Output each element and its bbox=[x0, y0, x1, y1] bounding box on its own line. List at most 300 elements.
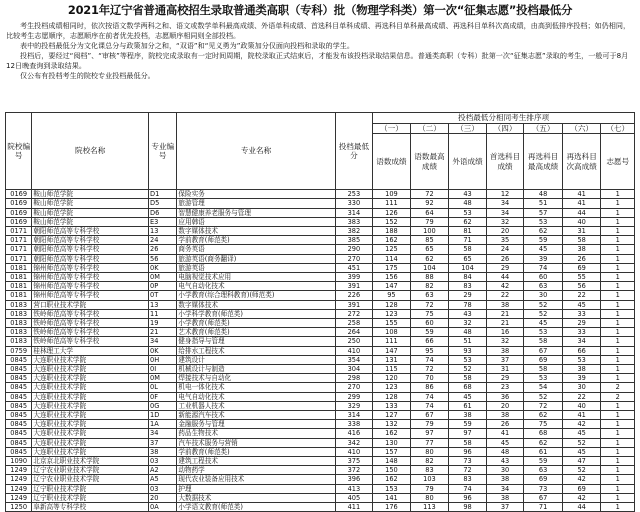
cell-min-score: 396 bbox=[335, 475, 373, 484]
cell-col6: 22 bbox=[562, 392, 601, 401]
cell-min-score: 391 bbox=[335, 300, 373, 309]
cell-major-code: 0P bbox=[149, 282, 177, 291]
cell-school-name: 锦州师范高等专科学校 bbox=[32, 282, 149, 291]
cell-col1: 132 bbox=[373, 420, 411, 429]
cell-school-code: 0169 bbox=[6, 208, 32, 217]
cell-col4: 20 bbox=[486, 401, 524, 410]
header-major-code: 专业编号 bbox=[149, 113, 177, 190]
cell-school-name: 铁岭师范高等专科学校 bbox=[32, 328, 149, 337]
cell-school-code: 0183 bbox=[6, 328, 32, 337]
cell-major-code: 11 bbox=[149, 309, 177, 318]
cell-col5: 63 bbox=[524, 466, 563, 475]
table-row bbox=[6, 484, 635, 493]
cell-col5: 62 bbox=[524, 411, 563, 420]
cell-col7: 1 bbox=[601, 190, 635, 199]
cell-col2: 63 bbox=[410, 291, 449, 300]
cell-col4: 20 bbox=[486, 227, 524, 236]
cell-major-code: 0I bbox=[149, 365, 177, 374]
cell-school-code: 0171 bbox=[6, 236, 32, 245]
cell-min-score: 410 bbox=[335, 447, 373, 456]
cell-col7: 1 bbox=[601, 319, 635, 328]
cell-school-name: 营口职业技术学院 bbox=[32, 300, 149, 309]
cell-col4: 38 bbox=[486, 493, 524, 502]
header-sub-number: （五） bbox=[524, 123, 563, 134]
cell-school-name: 桂林理工大学 bbox=[32, 346, 149, 355]
cell-col4: 29 bbox=[486, 374, 524, 383]
cell-col3: 104 bbox=[449, 263, 487, 272]
cell-school-name: 铁岭师范高等专科学校 bbox=[32, 309, 149, 318]
cell-col6: 41 bbox=[562, 411, 601, 420]
cell-col4: 44 bbox=[486, 273, 524, 282]
cell-col5: 48 bbox=[524, 190, 563, 199]
cell-school-name: 辽宁职业技术学院 bbox=[32, 493, 149, 502]
cell-major-name: 小学语文教育(师范类) bbox=[177, 503, 335, 512]
cell-col1: 131 bbox=[373, 355, 411, 364]
cell-col1: 123 bbox=[373, 309, 411, 318]
cell-major-name: 旅游管理 bbox=[177, 199, 335, 208]
cell-major-name: 给排水工程技术 bbox=[177, 346, 335, 355]
cell-col6: 42 bbox=[562, 493, 601, 502]
cell-min-score: 272 bbox=[335, 309, 373, 318]
cell-min-score: 314 bbox=[335, 411, 373, 420]
cell-school-name: 铁岭师范高等专科学校 bbox=[32, 337, 149, 346]
cell-col6: 55 bbox=[562, 273, 601, 282]
cell-school-code: 0845 bbox=[6, 411, 32, 420]
cell-col1: 128 bbox=[373, 392, 411, 401]
cell-col6: 52 bbox=[562, 438, 601, 447]
cell-school-name: 大连职业技术学院 bbox=[32, 429, 149, 438]
cell-major-name: 商务英语 bbox=[177, 245, 335, 254]
cell-col4: 12 bbox=[486, 190, 524, 199]
table-row bbox=[6, 328, 635, 337]
cell-col2: 83 bbox=[410, 466, 449, 475]
cell-major-name: 电气自动化技术 bbox=[177, 392, 335, 401]
table-row bbox=[6, 300, 635, 309]
cell-school-code: 0169 bbox=[6, 199, 32, 208]
cell-school-code: 0845 bbox=[6, 392, 32, 401]
cell-col5: 73 bbox=[524, 484, 563, 493]
cell-major-name: 汽车技术服务与营销 bbox=[177, 438, 335, 447]
cell-col1: 147 bbox=[373, 282, 411, 291]
cell-col6: 26 bbox=[562, 254, 601, 263]
cell-col6: 53 bbox=[562, 355, 601, 364]
cell-col6: 47 bbox=[562, 457, 601, 466]
cell-min-score: 375 bbox=[335, 457, 373, 466]
cell-col5: 39 bbox=[524, 254, 563, 263]
cell-major-name: 学前教育(师范类) bbox=[177, 236, 335, 245]
table-row bbox=[6, 254, 635, 263]
cell-major-code: 1A bbox=[149, 420, 177, 429]
table-row bbox=[6, 374, 635, 383]
cell-col4: 24 bbox=[486, 245, 524, 254]
cell-col4: 42 bbox=[486, 282, 524, 291]
cell-min-score: 253 bbox=[335, 190, 373, 199]
cell-min-score: 304 bbox=[335, 365, 373, 374]
cell-col5: 57 bbox=[524, 208, 563, 217]
cell-major-name: 艺术教育(师范类) bbox=[177, 328, 335, 337]
cell-col4: 26 bbox=[486, 254, 524, 263]
cell-col2: 85 bbox=[410, 236, 449, 245]
cell-col7: 1 bbox=[601, 466, 635, 475]
cell-col7: 1 bbox=[601, 420, 635, 429]
cell-col2: 113 bbox=[410, 503, 449, 512]
cell-major-code: 34 bbox=[149, 337, 177, 346]
cell-col6: 29 bbox=[562, 319, 601, 328]
cell-col4: 38 bbox=[486, 475, 524, 484]
cell-col1: 108 bbox=[373, 328, 411, 337]
cell-school-code: 0181 bbox=[6, 263, 32, 272]
cell-school-code: 0183 bbox=[6, 309, 32, 318]
cell-col7: 2 bbox=[601, 392, 635, 401]
cell-col2: 74 bbox=[410, 401, 449, 410]
cell-col6: 45 bbox=[562, 447, 601, 456]
cell-col2: 79 bbox=[410, 484, 449, 493]
cell-col3: 58 bbox=[449, 374, 487, 383]
cell-col4: 41 bbox=[486, 429, 524, 438]
cell-major-code: 0L bbox=[149, 383, 177, 392]
cell-col2: 67 bbox=[410, 411, 449, 420]
cell-col1: 126 bbox=[373, 208, 411, 217]
cell-col7: 1 bbox=[601, 374, 635, 383]
cell-school-code: 0171 bbox=[6, 245, 32, 254]
cell-school-code: 1249 bbox=[6, 484, 32, 493]
cell-col5: 53 bbox=[524, 217, 563, 226]
cell-major-name: 小学教育(师范类) bbox=[177, 319, 335, 328]
cell-school-code: 0171 bbox=[6, 254, 32, 263]
cell-col4: 35 bbox=[486, 236, 524, 245]
cell-major-name: 新能源汽车技术 bbox=[177, 411, 335, 420]
cell-col5: 69 bbox=[524, 475, 563, 484]
cell-col2: 97 bbox=[410, 429, 449, 438]
cell-school-name: 大连职业技术学院 bbox=[32, 401, 149, 410]
page-title: 2021年辽宁省普通高校招生录取普通类高职（专科）批（物理学科类）第一次“征集志愿”投档最低分 bbox=[67, 3, 573, 17]
table-row bbox=[6, 199, 635, 208]
cell-col6: 33 bbox=[562, 309, 601, 318]
cell-col1: 188 bbox=[373, 227, 411, 236]
cell-col2: 74 bbox=[410, 355, 449, 364]
cell-major-name: 动物药学 bbox=[177, 466, 335, 475]
cell-col3: 52 bbox=[449, 365, 487, 374]
cell-col5: 74 bbox=[524, 263, 563, 272]
cell-major-name: 建筑设计 bbox=[177, 355, 335, 364]
cell-major-code: 0M bbox=[149, 273, 177, 282]
table-row bbox=[6, 503, 635, 512]
cell-col5: 72 bbox=[524, 401, 563, 410]
table-row bbox=[6, 273, 635, 282]
cell-col3: 84 bbox=[449, 273, 487, 282]
cell-school-code: 0845 bbox=[6, 365, 32, 374]
cell-major-code: 0G bbox=[149, 401, 177, 410]
cell-col5: 63 bbox=[524, 282, 563, 291]
table-row bbox=[6, 457, 635, 466]
table-row bbox=[6, 420, 635, 429]
cell-col5: 58 bbox=[524, 365, 563, 374]
cell-col2: 66 bbox=[410, 337, 449, 346]
table-row bbox=[6, 447, 635, 456]
note-paragraph: 表中的投档最低分为文化课总分与政策加分之和，“双语”和“见义勇为”政策加分仅面向投档和录取的学生。 bbox=[20, 40, 354, 50]
cell-min-score: 413 bbox=[335, 484, 373, 493]
cell-col2: 64 bbox=[410, 208, 449, 217]
cell-col5: 52 bbox=[524, 309, 563, 318]
note-paragraph: 考生投档成绩相同时，依次按语文数学两科之和、语文或数学单科最高成绩、外语单科成绩、首选科目单科成绩、再选科目单科最高成绩、再选科目单科次高成绩，由高到低排序投档；如仍相同，比较考生志愿顺序，志愿顺序在前者优先投档，志愿顺序相同则全部投档。 bbox=[6, 21, 631, 40]
cell-major-name: 健身指导与管理 bbox=[177, 337, 335, 346]
cell-major-code: 56 bbox=[149, 254, 177, 263]
cell-col3: 29 bbox=[449, 291, 487, 300]
cell-col7: 1 bbox=[601, 429, 635, 438]
cell-col4: 37 bbox=[486, 503, 524, 512]
cell-col2: 72 bbox=[410, 300, 449, 309]
cell-major-name: 学前教育(师范类) bbox=[177, 447, 335, 456]
table-row bbox=[6, 346, 635, 355]
cell-col7: 1 bbox=[601, 401, 635, 410]
cell-major-name: 工业机器人技术 bbox=[177, 401, 335, 410]
cell-school-code: 1249 bbox=[6, 466, 32, 475]
table-row bbox=[6, 245, 635, 254]
cell-col1: 176 bbox=[373, 503, 411, 512]
header-sub-number: （六） bbox=[562, 123, 601, 134]
cell-col1: 123 bbox=[373, 383, 411, 392]
cell-school-code: 0845 bbox=[6, 355, 32, 364]
cell-min-score: 383 bbox=[335, 217, 373, 226]
cell-col6: 58 bbox=[562, 236, 601, 245]
cell-school-name: 朝阳师范高等专科学校 bbox=[32, 236, 149, 245]
table-row bbox=[6, 466, 635, 475]
cell-major-name: 大数据技术 bbox=[177, 493, 335, 502]
cell-major-code: 20 bbox=[149, 493, 177, 502]
table-row bbox=[6, 401, 635, 410]
cell-col3: 73 bbox=[449, 457, 487, 466]
cell-col3: 32 bbox=[449, 319, 487, 328]
cell-major-code: E3 bbox=[149, 217, 177, 226]
cell-major-name: 现代农业装备应用技术 bbox=[177, 475, 335, 484]
cell-col3: 78 bbox=[449, 300, 487, 309]
cell-col7: 1 bbox=[601, 355, 635, 364]
cell-col1: 162 bbox=[373, 429, 411, 438]
cell-col6: 38 bbox=[562, 365, 601, 374]
cell-major-code: 0A bbox=[149, 503, 177, 512]
table-row bbox=[6, 227, 635, 236]
cell-col5: 45 bbox=[524, 319, 563, 328]
cell-major-code: 21 bbox=[149, 328, 177, 337]
cell-col3: 43 bbox=[449, 190, 487, 199]
cell-col1: 150 bbox=[373, 466, 411, 475]
cell-major-name: 数字媒体技术 bbox=[177, 300, 335, 309]
cell-col7: 1 bbox=[601, 227, 635, 236]
cell-school-name: 锦州师范高等专科学校 bbox=[32, 263, 149, 272]
cell-col2: 80 bbox=[410, 447, 449, 456]
cell-col7: 1 bbox=[601, 447, 635, 456]
cell-col4: 38 bbox=[486, 411, 524, 420]
cell-col3: 93 bbox=[449, 346, 487, 355]
cell-col5: 53 bbox=[524, 374, 563, 383]
cell-col2: 62 bbox=[410, 254, 449, 263]
cell-col4: 38 bbox=[486, 300, 524, 309]
cell-min-score: 298 bbox=[335, 374, 373, 383]
cell-col6: 31 bbox=[562, 227, 601, 236]
cell-min-score: 264 bbox=[335, 328, 373, 337]
cell-col3: 45 bbox=[449, 392, 487, 401]
cell-col2: 59 bbox=[410, 328, 449, 337]
cell-major-code: 03 bbox=[149, 457, 177, 466]
cell-col1: 175 bbox=[373, 263, 411, 272]
header-sub-number: （三） bbox=[449, 123, 487, 134]
cell-school-name: 大连职业技术学院 bbox=[32, 383, 149, 392]
cell-col4: 26 bbox=[486, 420, 524, 429]
cell-min-score: 299 bbox=[335, 392, 373, 401]
cell-col5: 59 bbox=[524, 236, 563, 245]
cell-col2: 95 bbox=[410, 346, 449, 355]
cell-col7: 1 bbox=[601, 282, 635, 291]
cell-major-name: 旅游英语 bbox=[177, 263, 335, 272]
cell-school-code: 0759 bbox=[6, 346, 32, 355]
cell-min-score: 290 bbox=[335, 245, 373, 254]
cell-col4: 32 bbox=[486, 217, 524, 226]
cell-col2: 92 bbox=[410, 199, 449, 208]
table-row bbox=[6, 411, 635, 420]
cell-col5: 71 bbox=[524, 503, 563, 512]
cell-col2: 80 bbox=[410, 493, 449, 502]
cell-col3: 58 bbox=[449, 245, 487, 254]
cell-col3: 53 bbox=[449, 208, 487, 217]
cell-major-name: 应用韩语 bbox=[177, 217, 335, 226]
cell-col6: 40 bbox=[562, 217, 601, 226]
cell-school-code: 0169 bbox=[6, 190, 32, 199]
cell-col3: 48 bbox=[449, 328, 487, 337]
cell-col1: 130 bbox=[373, 438, 411, 447]
cell-col3: 68 bbox=[449, 383, 487, 392]
header-school-name: 院校名称 bbox=[32, 113, 149, 190]
cell-col7: 2 bbox=[601, 383, 635, 392]
cell-col1: 152 bbox=[373, 217, 411, 226]
cell-col7: 1 bbox=[601, 438, 635, 447]
cell-col1: 111 bbox=[373, 337, 411, 346]
cell-school-name: 大连职业技术学院 bbox=[32, 355, 149, 364]
table-row bbox=[6, 309, 635, 318]
cell-school-name: 辽宁职业技术学院 bbox=[32, 484, 149, 493]
cell-school-code: 0845 bbox=[6, 401, 32, 410]
cell-major-code: A2 bbox=[149, 466, 177, 475]
cell-col6: 22 bbox=[562, 291, 601, 300]
table-row bbox=[6, 355, 635, 364]
cell-major-code: 13 bbox=[149, 227, 177, 236]
score-table bbox=[5, 112, 635, 512]
cell-col5: 75 bbox=[524, 420, 563, 429]
header-sub-label: 再选科目最高成绩 bbox=[524, 134, 563, 190]
cell-col7: 1 bbox=[601, 484, 635, 493]
cell-col4: 21 bbox=[486, 309, 524, 318]
cell-col7: 1 bbox=[601, 493, 635, 502]
cell-col1: 162 bbox=[373, 236, 411, 245]
cell-col2: 100 bbox=[410, 227, 449, 236]
cell-col6: 39 bbox=[562, 374, 601, 383]
cell-major-code: A5 bbox=[149, 475, 177, 484]
cell-min-score: 250 bbox=[335, 337, 373, 346]
cell-min-score: 411 bbox=[335, 503, 373, 512]
cell-col7: 1 bbox=[601, 411, 635, 420]
cell-col1: 95 bbox=[373, 291, 411, 300]
cell-col4: 30 bbox=[486, 466, 524, 475]
table-body bbox=[6, 190, 635, 512]
cell-school-name: 鞍山师范学院 bbox=[32, 217, 149, 226]
cell-school-code: 0171 bbox=[6, 227, 32, 236]
cell-major-name: 护理 bbox=[177, 484, 335, 493]
cell-col3: 38 bbox=[449, 411, 487, 420]
cell-col6: 56 bbox=[562, 282, 601, 291]
table-row bbox=[6, 236, 635, 245]
cell-school-name: 朝阳师范高等专科学校 bbox=[32, 245, 149, 254]
cell-col4: 16 bbox=[486, 328, 524, 337]
cell-school-code: 0845 bbox=[6, 447, 32, 456]
cell-min-score: 258 bbox=[335, 319, 373, 328]
cell-major-name: 电脑视觉技术应用 bbox=[177, 273, 335, 282]
cell-col1: 157 bbox=[373, 447, 411, 456]
cell-col2: 72 bbox=[410, 190, 449, 199]
cell-col7: 1 bbox=[601, 236, 635, 245]
cell-col5: 52 bbox=[524, 392, 563, 401]
cell-major-name: 小学科学教育(师范类) bbox=[177, 309, 335, 318]
cell-min-score: 410 bbox=[335, 346, 373, 355]
cell-col4: 34 bbox=[486, 484, 524, 493]
cell-min-score: 451 bbox=[335, 263, 373, 272]
cell-col4: 32 bbox=[486, 337, 524, 346]
cell-col2: 82 bbox=[410, 282, 449, 291]
table-row bbox=[6, 475, 635, 484]
cell-col4: 21 bbox=[486, 319, 524, 328]
cell-col4: 48 bbox=[486, 447, 524, 456]
cell-col6: 40 bbox=[562, 401, 601, 410]
cell-col6: 30 bbox=[562, 383, 601, 392]
cell-col5: 53 bbox=[524, 328, 563, 337]
cell-col4: 31 bbox=[486, 365, 524, 374]
table-row bbox=[6, 208, 635, 217]
cell-col3: 96 bbox=[449, 447, 487, 456]
header-sub-label: 志愿号 bbox=[601, 134, 635, 190]
cell-col1: 125 bbox=[373, 245, 411, 254]
cell-major-code: 0M bbox=[149, 374, 177, 383]
cell-school-code: 0183 bbox=[6, 319, 32, 328]
cell-col4: 34 bbox=[486, 208, 524, 217]
note-paragraph: 投档后，要经过“阅档”、“审核”等程序，院校完成录取有一定时间周期，院校录取正式结束后，才能发布该投档录取结果信息。普通类高职（专科）批第一次“征集志愿”录取的考生，一般可于8月12日晚查询到录取结果。 bbox=[6, 50, 629, 70]
cell-col7: 1 bbox=[601, 503, 635, 512]
cell-col7: 1 bbox=[601, 291, 635, 300]
cell-col5: 59 bbox=[524, 457, 563, 466]
cell-col3: 74 bbox=[449, 484, 487, 493]
cell-school-name: 锦州师范高等专科学校 bbox=[32, 291, 149, 300]
cell-min-score: 330 bbox=[335, 199, 373, 208]
cell-school-code: 0845 bbox=[6, 383, 32, 392]
cell-school-code: 1250 bbox=[6, 503, 32, 512]
cell-school-code: 1249 bbox=[6, 493, 32, 502]
cell-school-code: 0183 bbox=[6, 337, 32, 346]
cell-col6: 38 bbox=[562, 245, 601, 254]
cell-col5: 30 bbox=[524, 291, 563, 300]
cell-col2: 86 bbox=[410, 383, 449, 392]
cell-col5: 54 bbox=[524, 383, 563, 392]
cell-major-code: D6 bbox=[149, 208, 177, 217]
cell-col4: 45 bbox=[486, 438, 524, 447]
cell-col7: 1 bbox=[601, 273, 635, 282]
cell-school-name: 朝阳师范高等专科学校 bbox=[32, 254, 149, 263]
cell-col3: 97 bbox=[449, 429, 487, 438]
cell-col1: 120 bbox=[373, 374, 411, 383]
cell-major-name: 焊接技术与自动化 bbox=[177, 374, 335, 383]
cell-col6: 69 bbox=[562, 484, 601, 493]
cell-major-code: 0H bbox=[149, 355, 177, 364]
cell-col6: 45 bbox=[562, 429, 601, 438]
header-sub-label: 语数最高成绩 bbox=[410, 134, 449, 190]
cell-col1: 128 bbox=[373, 300, 411, 309]
cell-major-code: 38 bbox=[149, 447, 177, 456]
